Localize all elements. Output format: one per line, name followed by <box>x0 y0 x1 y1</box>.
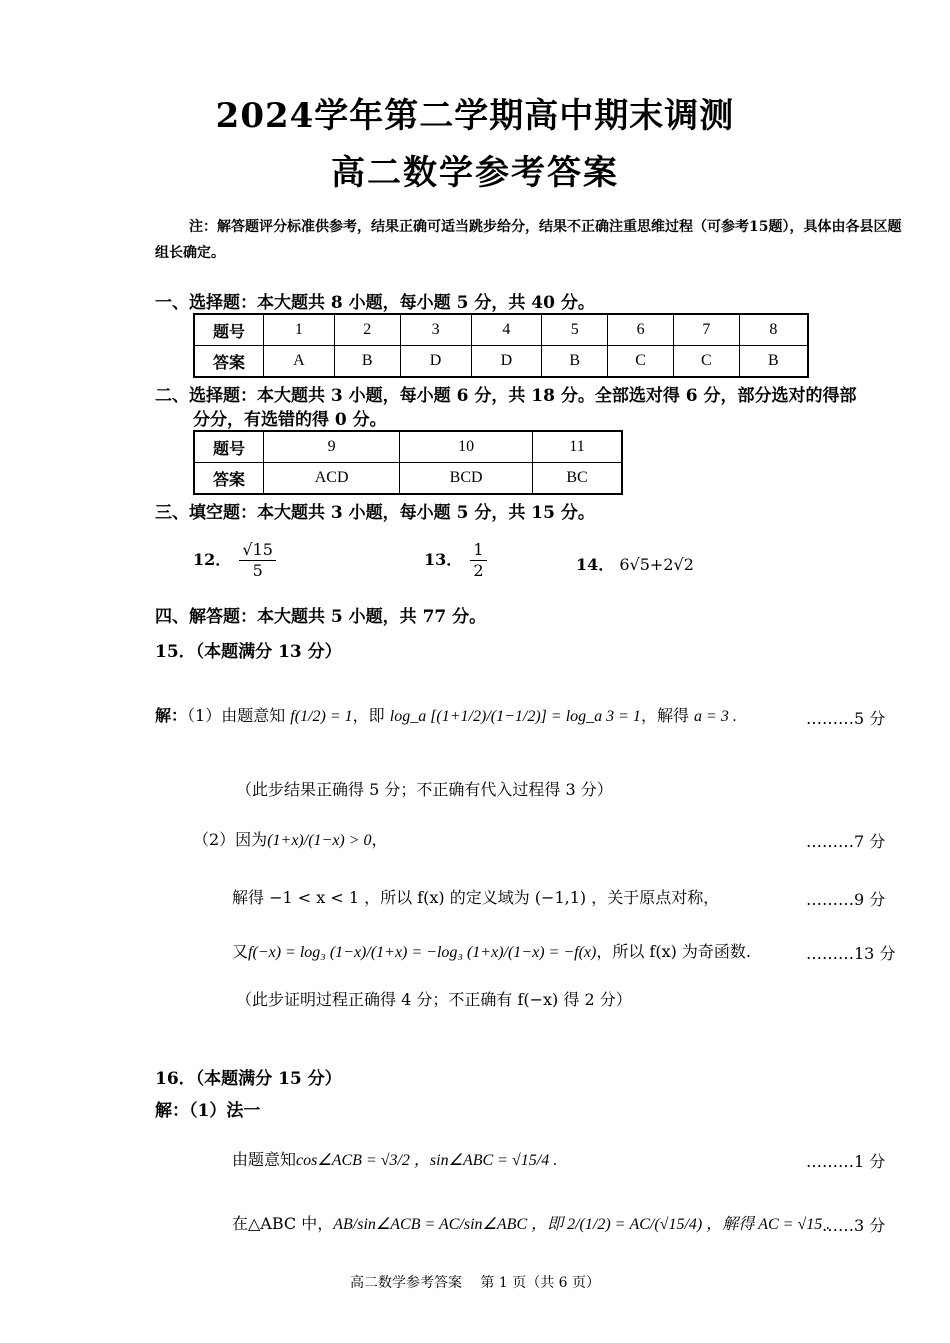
table-cell: 10 <box>400 431 533 463</box>
q15-part2: （2）因为(1+x)/(1−x) > 0， <box>193 830 388 849</box>
question-number: 12． <box>193 550 232 569</box>
section2-heading-line2: 分分，有选错的得 0 分。 <box>193 410 387 430</box>
math-expression: f(−x) = log₃ (1−x)/(1+x) = −log₃ (1+x)/(1−x) = −f(x) <box>248 944 597 961</box>
fraction: $\frac{√15}{5}$ <box>239 540 276 581</box>
score: ………5 分 <box>806 709 886 728</box>
table-cell: 1 <box>264 314 335 346</box>
table-cell: D <box>471 346 542 378</box>
table-cell: B <box>739 346 808 378</box>
table-cell: 题号 <box>194 431 264 463</box>
solution-label: 解： <box>155 706 188 725</box>
table-cell: 11 <box>533 431 622 463</box>
table-cell: 8 <box>739 314 808 346</box>
score: ………7 分 <box>806 832 886 851</box>
fill-answer-14 <box>576 552 694 575</box>
score: ………1 分 <box>806 1152 886 1171</box>
table-cell: BC <box>533 463 622 495</box>
math-expression: a = 3 . <box>694 708 737 725</box>
section4-heading: 四、解答题：本大题共 5 小题，共 77 分。 <box>155 607 487 627</box>
q15-part1: 解：（1）由题意知 f(1/2) = 1，即 log_a [(1+1/2)/(1−1/2)] = log_a 3 = 1，解得 a = 3 . <box>155 706 737 725</box>
table-row <box>194 314 808 346</box>
table-row <box>194 463 622 495</box>
math-expression: log_a [(1+1/2)/(1−1/2)] = log_a 3 = 1 <box>389 708 641 725</box>
answer-value: 6√5+2√2 <box>619 555 694 574</box>
table-cell: 答案 <box>194 463 264 495</box>
fill-answer-13 <box>424 540 490 581</box>
question-number: 13． <box>424 550 463 569</box>
table-cell: C <box>673 346 739 378</box>
q16-line1: 由题意知cos∠ACB = √3/2 ，sin∠ABC = √15/4 . <box>232 1150 558 1169</box>
math-expression: AB/sin∠ACB = AC/sin∠ABC ，即 2/(1/2) = AC/(√15/4) ，解得 AC = √15 . <box>333 1216 831 1233</box>
q15-part1-note: （此步结果正确得 5 分；不正确有代入过程得 3 分） <box>236 780 613 799</box>
section3-heading: 三、填空题：本大题共 3 小题，每小题 5 分，共 15 分。 <box>155 503 595 523</box>
score: ………9 分 <box>806 890 886 909</box>
math-expression: (1+x)/(1−x) > 0 <box>267 832 372 849</box>
math-expression: cos∠ACB = √3/2 ，sin∠ABC = √15/4 . <box>296 1152 558 1169</box>
q15-part2-note: （此步证明过程正确得 4 分；不正确有 f(−x) 得 2 分） <box>236 990 632 1009</box>
section1-answer-table <box>193 313 809 378</box>
q15-part2-line2: 解得 −1 < x < 1 ，所以 f(x) 的定义域为 (−1,1) ，关于原点对称， <box>232 888 720 907</box>
table-cell: 答案 <box>194 346 264 378</box>
page-title: 2024学年第二学期高中期末调测 <box>215 96 735 136</box>
table-cell: 5 <box>542 314 608 346</box>
table-cell: C <box>608 346 674 378</box>
score: ……3 分 <box>822 1216 886 1235</box>
table-cell: BCD <box>400 463 533 495</box>
table-cell: 9 <box>264 431 400 463</box>
page-subtitle: 高二数学参考答案 <box>331 153 619 193</box>
score: ………13 分 <box>806 944 896 963</box>
question-number: 14． <box>576 555 615 574</box>
table-cell: 7 <box>673 314 739 346</box>
q16-heading: 16．（本题满分 15 分） <box>155 1069 342 1089</box>
section1-heading: 一、选择题：本大题共 8 小题，每小题 5 分，共 40 分。 <box>155 293 595 313</box>
section2-answer-table <box>193 430 623 495</box>
table-cell: 3 <box>400 314 471 346</box>
q16-solution-label: 解：（1）法一 <box>155 1101 261 1121</box>
page-footer: 高二数学参考答案 第 1 页（共 6 页） <box>349 1275 601 1291</box>
grading-note: 注：解答题评分标准供参考，结果正确可适当跳步给分，结果不正确注重思维过程（可参考15题），具体由各县区题组长确定。 <box>155 219 902 261</box>
table-cell: 题号 <box>194 314 264 346</box>
table-cell: 4 <box>471 314 542 346</box>
table-cell: 6 <box>608 314 674 346</box>
table-cell: 2 <box>334 314 400 346</box>
section2-heading-line1: 二、选择题：本大题共 3 小题，每小题 6 分，共 18 分。全部选对得 6 分，部分选对的得部 <box>155 386 857 406</box>
q16-line2: 在△ABC 中，AB/sin∠ACB = AC/sin∠ABC ，即 2/(1/2) = AC/(√15/4) ，解得 AC = √15 . <box>232 1214 831 1233</box>
table-row <box>194 431 622 463</box>
table-cell: A <box>264 346 335 378</box>
table-row <box>194 346 808 378</box>
table-cell: D <box>400 346 471 378</box>
fraction: $\frac{1}{2}$ <box>470 540 486 581</box>
q15-heading: 15．（本题满分 13 分） <box>155 642 342 662</box>
math-expression: f(1/2) = 1 <box>290 708 353 725</box>
q15-part2-line3: 又f(−x) = log₃ (1−x)/(1+x) = −log₃ (1+x)/(1−x) = −f(x)，所以 f(x) 为奇函数. <box>232 942 752 961</box>
table-cell: B <box>334 346 400 378</box>
table-cell: B <box>542 346 608 378</box>
table-cell: ACD <box>264 463 400 495</box>
fill-answer-12 <box>193 540 279 581</box>
